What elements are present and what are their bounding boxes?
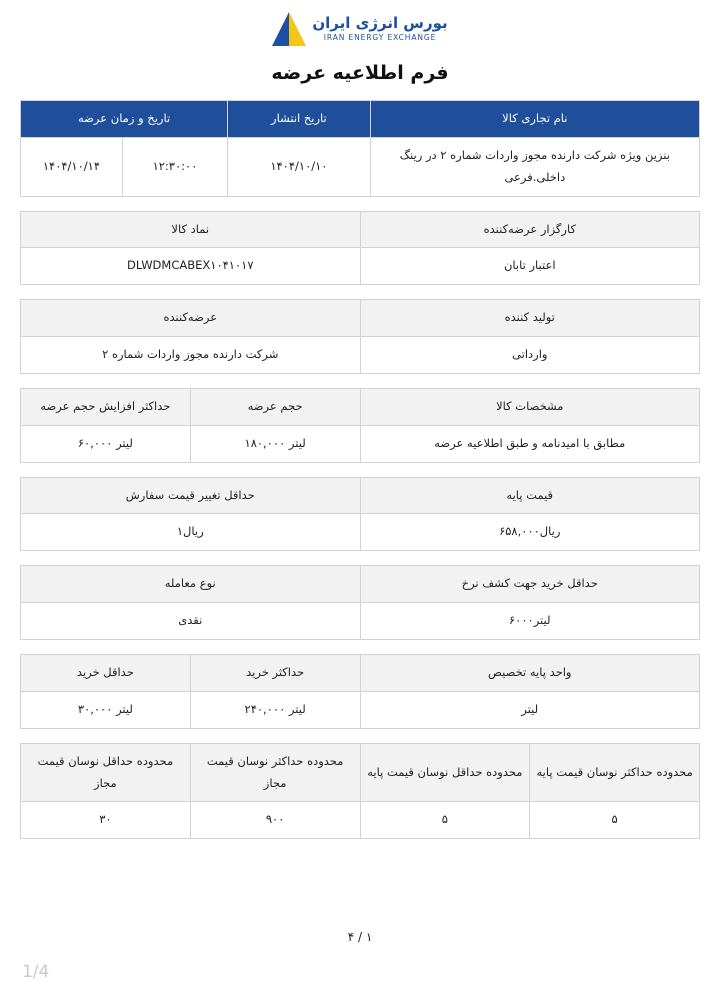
value-max-volume-increase: لیتر ۶۰,۰۰۰ xyxy=(21,425,191,462)
header-base-price: قیمت پایه xyxy=(360,477,700,514)
table-row xyxy=(21,425,700,462)
header-offering-broker: کارگزار عرضه‌کننده xyxy=(360,211,700,248)
table-row xyxy=(21,603,700,640)
header-commodity-specs: مشخصات کالا xyxy=(360,388,700,425)
logo-name-en: IRAN ENERGY EXCHANGE xyxy=(323,33,437,43)
header-min-base-price-fluctuation: محدوده حداقل نوسان قیمت پایه xyxy=(360,743,530,802)
table-row xyxy=(21,137,700,196)
value-min-allowed-price-fluctuation: ۳۰ xyxy=(21,802,191,839)
table-row xyxy=(21,514,700,551)
table-row xyxy=(21,300,700,337)
value-product-name: بنزین ویژه شرکت دارنده مجوز واردات شماره ۲ در رینگ داخلی.فرعی xyxy=(370,137,699,196)
value-base-price: ریال۶۵۸,۰۰۰ xyxy=(360,514,700,551)
exchange-logo-icon xyxy=(272,12,306,46)
page-indicator: ۱ / ۴ xyxy=(347,930,373,944)
header-min-price-change: حداقل تغییر قیمت سفارش xyxy=(21,477,361,514)
page-title: فرم اطلاعیه عرضه xyxy=(271,62,449,84)
table-specs-volume xyxy=(20,388,700,463)
logo-name-fa: بورس انرژی ایران xyxy=(312,14,448,33)
table-row xyxy=(21,211,700,248)
header-max-allowed-price-fluctuation: محدوده حداکثر نوسان قیمت مجاز xyxy=(190,743,360,802)
header-min-buy-for-price-discovery: حداقل خرید جهت کشف نرخ xyxy=(360,566,700,603)
logo-text xyxy=(312,15,447,43)
table-row xyxy=(21,566,700,603)
table-allocation-unit xyxy=(20,654,700,729)
logo-header xyxy=(20,0,700,52)
value-transaction-type: نقدی xyxy=(21,603,361,640)
value-offering-broker: اعتبار تابان xyxy=(360,248,700,285)
header-supplier: عرضه‌کننده xyxy=(21,300,361,337)
header-offering-datetime: تاریخ و زمان عرضه xyxy=(21,101,228,138)
value-min-price-change: ریال۱ xyxy=(21,514,361,551)
header-producer: تولید کننده xyxy=(360,300,700,337)
value-max-allowed-price-fluctuation: ۹۰۰ xyxy=(190,802,360,839)
header-publish-date: تاریخ انتشار xyxy=(228,101,371,138)
header-product-name: نام تجاری کالا xyxy=(370,101,699,138)
table-row xyxy=(21,691,700,728)
header-max-purchase: حداکثر خرید xyxy=(190,654,360,691)
table-row xyxy=(21,743,700,802)
value-offering-time: ۱۲:۳۰:۰۰ xyxy=(122,137,227,196)
value-publish-date: ۱۴۰۴/۱۰/۱۰ xyxy=(228,137,371,196)
header-min-allowed-price-fluctuation: محدوده حداقل نوسان قیمت مجاز xyxy=(21,743,191,802)
header-offering-volume: حجم عرضه xyxy=(190,388,360,425)
value-allocation-base-unit: لیتر xyxy=(360,691,700,728)
table-offering-header xyxy=(20,100,700,197)
value-min-buy-for-price-discovery: لیتر۶۰۰۰ xyxy=(360,603,700,640)
value-offering-volume: لیتر ۱۸۰,۰۰۰ xyxy=(190,425,360,462)
value-commodity-specs: مطابق با امیدنامه و طبق اطلاعیه عرضه xyxy=(360,425,700,462)
header-max-volume-increase: حداکثر افزایش حجم عرضه xyxy=(21,388,191,425)
value-supplier: شرکت دارنده مجوز واردات شماره ۲ xyxy=(21,337,361,374)
header-transaction-type: نوع معامله xyxy=(21,566,361,603)
value-max-base-price-fluctuation: ۵ xyxy=(530,802,700,839)
header-allocation-base-unit: واحد پایه تخصیص xyxy=(360,654,700,691)
page-counter-overlay: 1/4 xyxy=(22,962,50,982)
table-row xyxy=(21,654,700,691)
table-price-fluctuation-ranges xyxy=(20,743,700,840)
header-commodity-symbol: نماد کالا xyxy=(21,211,361,248)
value-min-base-price-fluctuation: ۵ xyxy=(360,802,530,839)
table-row xyxy=(21,248,700,285)
table-min-buy-transaction-type xyxy=(20,565,700,640)
value-offering-date: ۱۴۰۴/۱۰/۱۴ xyxy=(21,137,123,196)
value-min-purchase: لیتر ۳۰,۰۰۰ xyxy=(21,691,191,728)
table-row xyxy=(21,101,700,138)
header-max-base-price-fluctuation: محدوده حداکثر نوسان قیمت پایه xyxy=(530,743,700,802)
value-producer: وارداتی xyxy=(360,337,700,374)
header-min-purchase: حداقل خرید xyxy=(21,654,191,691)
value-max-purchase: لیتر ۲۴۰,۰۰۰ xyxy=(190,691,360,728)
table-row xyxy=(21,337,700,374)
table-row xyxy=(21,477,700,514)
table-producer-supplier xyxy=(20,299,700,374)
table-base-price xyxy=(20,477,700,552)
table-row xyxy=(21,802,700,839)
table-broker-symbol xyxy=(20,211,700,286)
value-commodity-symbol: DLWDMCABEX۱۰۴۱۰۱۷ xyxy=(21,248,361,285)
iran-energy-exchange-logo xyxy=(272,12,447,46)
table-row xyxy=(21,388,700,425)
